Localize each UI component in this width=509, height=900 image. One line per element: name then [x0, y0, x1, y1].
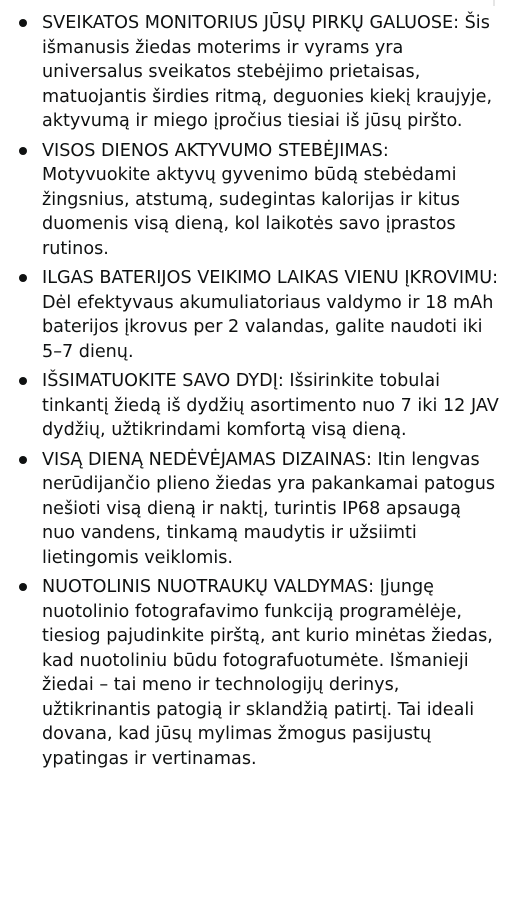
bullet-dot-icon	[19, 456, 27, 464]
feature-bullet-size	[18, 369, 499, 443]
feature-bullet-text: VISĄ DIENĄ NEDĖVĖJAMAS DIZAINAS: Itin lengvas nerūdijančio plieno žiedas yra pakankamai patogus nešioti visą dieną ir naktį, turintis IP68 apsaugą nuo vandens, tinkamą maudytis ir užsiimti lietingomis veiklomis.	[42, 449, 496, 568]
bullet-dot-icon	[19, 147, 27, 155]
scroll-edge	[493, 0, 495, 6]
bullet-dot-icon	[19, 377, 27, 385]
feature-bullet-text: ILGAS BATERIJOS VEIKIMO LAIKAS VIENU ĮKROVIMU: Dėl efektyvaus akumuliatoriaus valdymo ir 18 mAh baterijos įkrovus per 2 valandas, galite naudoti iki 5–7 dienų.	[42, 268, 499, 362]
feature-bullet-remote-photo	[18, 575, 499, 771]
feature-bullet-health-monitor	[18, 11, 499, 134]
feature-bullet-activity-tracking	[18, 139, 499, 262]
feature-bullet-text: SVEIKATOS MONITORIUS JŪSŲ PIRKŲ GALUOSE: Šis išmanusis žiedas moterims ir vyrams yra universalus sveikatos stebėjimo prietaisas, matuojantis širdies ritmą, deguonies kiekį kraujyje, aktyvumą ir miego įpročius tiesiai iš jūsų piršto.	[42, 13, 493, 131]
feature-bullet-text: NUOTOLINIS NUOTRAUKŲ VALDYMAS: Įjungę nuotolinio fotografavimo funkciją programėlėje, tiesiog pajudinkite pirštą, ant kurio minėtas žiedas, kad nuotoliniu būdu fotografuotumėte. Išmanieji žiedai – tai meno ir technologijų derinys, užtikrinantis patogią ir sklandžią patirtį. Tai ideali dovana, kad jūsų mylimas žmogus pasijustų ypatingas ir vertinamas.	[42, 577, 493, 769]
bullet-dot-icon	[19, 583, 27, 591]
feature-bullet-text: VISOS DIENOS AKTYVUMO STEBĖJIMAS: Motyvuokite aktyvų gyvenimo būdą stebėdami žingsnius, atstumą, sudegintas kalorijas ir kitus duomenis visą dieną, kol laikotės savo įprastos rutinos.	[42, 140, 460, 259]
bullet-dot-icon	[19, 274, 27, 282]
feature-bullet-battery-life	[18, 266, 499, 364]
feature-bullet-design	[18, 448, 499, 571]
bullet-dot-icon	[19, 19, 27, 27]
feature-bullet-list	[18, 11, 499, 771]
feature-bullet-text: IŠSIMATUOKITE SAVO DYDĮ: Išsirinkite tobulai tinkantį žiedą iš dydžių asortimento nuo 7 iki 12 JAV dydžių, užtikrindami komfortą visą dieną.	[42, 371, 499, 440]
